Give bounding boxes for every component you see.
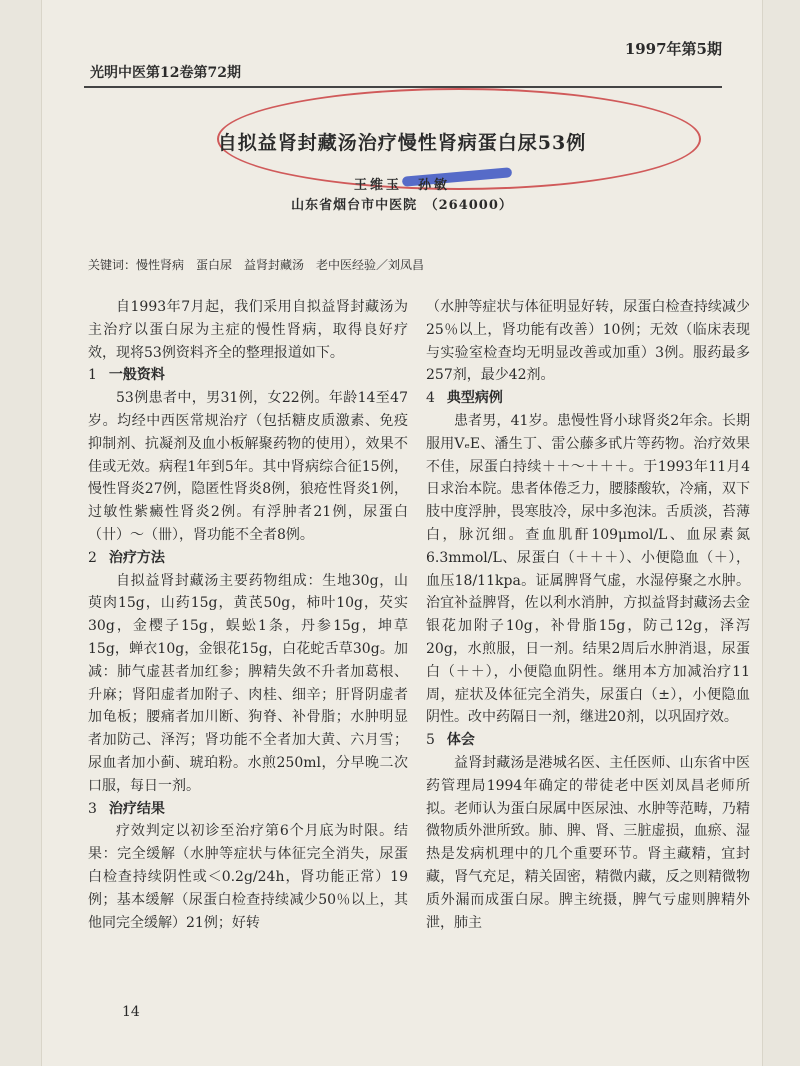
section-heading: 5 体会: [426, 732, 475, 749]
journal-page: [42, 0, 762, 1066]
section-heading: 1 一般资料: [88, 367, 165, 384]
issue-header: 1997年第5期: [624, 40, 722, 58]
results-paragraph: 疗效判定以初诊至治疗第6个月底为时限。结果：完全缓解（水肿等症状与体征完全消失，尿蛋白检查持续阴性或＜0.2g/24h，肾功能正常）19例；基本缓解（尿蛋白检查持续减少50％以上，其他同完全缓解）21例；好转: [88, 823, 408, 931]
page-number: 14: [122, 1004, 140, 1020]
treatment-paragraph: 自拟益肾封藏汤主要药物组成：生地30g，山萸肉15g，山药15g，黄芪50g，柿叶10g，芡实30g，金樱子15g，蜈蚣1条，丹参15g，坤草15g，蝉衣10g，金银花15g，白花蛇舌草30g。加减：肺气虚甚者加红参；脾精失敛不升者加葛根、升麻；肾阳虚者加附子、肉桂、细辛；肝肾阴虚者加龟板；腰痛者加川断、狗脊、补骨脂；水肿明显者加防己、泽泻；肾功能不全者加大黄、六月雪；尿血者加小蓟、琥珀粉。水煎250ml，分早晚二次口服，每日一剂。: [88, 572, 408, 794]
section-heading: 4 典型病例: [426, 390, 503, 407]
keywords: 关键词：慢性肾病 蛋白尿 益肾封藏汤 老中医经验／刘凤昌: [88, 258, 425, 272]
results-continued-paragraph: （水肿等症状与体征明显好转，尿蛋白检查持续减少25％以上，肾功能有改善）10例；无效（临床表现与实验室检查均无明显改善或加重）3例。服药最多257剂，最少42剂。: [426, 299, 750, 384]
article-title: 自拟益肾封藏汤治疗慢性肾病蛋白尿53例: [217, 132, 587, 154]
section-heading: 3 治疗结果: [88, 800, 165, 817]
case-paragraph: 患者男，41岁。患慢性肾小球肾炎2年余。长期服用VₑE、潘生丁、雷公藤多甙片等药物。治疗效果不佳，尿蛋白持续＋＋～＋＋＋。于1993年11月4日求治本院。患者体倦乏力，腰膝酸软，冷痛，双下肢中度浮肿，畏寒肢冷，尿中多泡沫。舌质淡，苔薄白，脉沉细。查血肌酐109μmol/L、血尿素氮6.3mmol/L、尿蛋白（＋＋＋）、小便隐血（＋），血压18/11kpa。证属脾肾气虚，水湿停聚之水肿。治宜补益脾肾，佐以利水消肿，方拟益肾封藏汤去金银花加附子10g，补骨脂15g，防己12g，泽泻20g，水煎服，日一剂。结果2周后水肿消退，尿蛋白（＋＋），小便隐血阴性。继用本方加减治疗11周，症状及体征完全消失，尿蛋白（±），小便隐血阴性。改中药隔日一剂，继进20剂，以巩固疗效。: [426, 412, 750, 726]
journal-header: 光明中医第12卷第72期: [90, 65, 241, 81]
affiliation: 山东省烟台市中医院 （264000）: [291, 198, 513, 213]
authors: 王维玉 孙敏: [353, 178, 450, 193]
right-column: [426, 296, 750, 934]
intro-paragraph: 自1993年7月起，我们采用自拟益肾封藏汤为主治疗以蛋白尿为主症的慢性肾病，取得良好疗效，现将53例资料齐全的整理报道如下。: [88, 299, 408, 361]
discussion-paragraph: 益肾封藏汤是港城名医、主任医师、山东省中医药管理局1994年确定的带徒老中医刘凤昌老师所拟。老师认为蛋白尿属中医尿浊、水肿等范畴，乃精微物质外泄所致。肺、脾、肾、三脏虚损，血瘀、湿热是发病机理中的几个重要环节。肾主藏精，宜封藏，肾气充足，精关固密，精微内藏，反之则精微物质外漏而成蛋白尿。脾主统摄，脾气亏虚则脾精外泄，肺主: [426, 754, 750, 931]
general-data-paragraph: 53例患者中，男31例，女22例。年龄14至47岁。均经中西医常规治疗（包括糖皮质激素、免疫抑制剂、抗凝剂及血小板解聚药物的使用），效果不佳或无效。病程1年到5年。其中肾病综合征15例，慢性肾炎27例，隐匿性肾炎8例，狼疮性肾炎1例，过敏性紫癜性肾炎2例。有浮肿者21例，尿蛋白（卄）～（卌），肾功能不全者8例。: [88, 390, 408, 543]
section-heading: 2 治疗方法: [88, 549, 165, 566]
header-rule: [84, 86, 722, 88]
left-column: [88, 296, 408, 934]
